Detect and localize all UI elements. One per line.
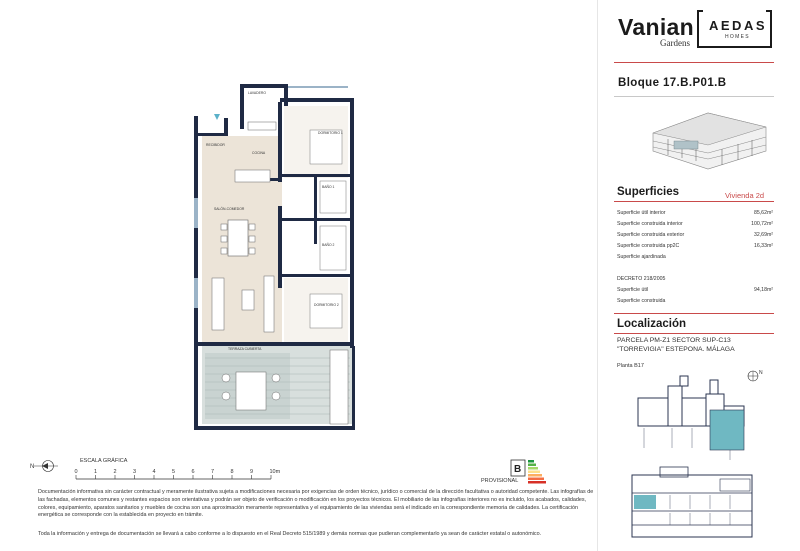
developer-tag: HOMES <box>725 34 750 40</box>
scale-tick-label: 1 <box>94 469 98 475</box>
scale-tick-label: 5 <box>172 469 176 475</box>
room-label-dormitorio1: DORMITORIO 1 <box>318 131 343 135</box>
surface-label: Superficie construida interior <box>617 221 683 227</box>
vivienda-type: Vivienda 2d <box>725 191 765 200</box>
site-plan <box>620 368 780 463</box>
localizacion-title: Localización <box>617 318 687 330</box>
scale-tick-label: 9 <box>250 469 254 475</box>
decree-title: DECRETO 218/2005 <box>617 276 666 282</box>
north-label-site: N <box>759 370 763 376</box>
localizacion-top-rule <box>614 313 774 314</box>
elevation-drawing <box>620 465 780 545</box>
surface-value: 94,18m² <box>753 287 773 293</box>
surface-row <box>617 230 773 241</box>
room-label-cocina: COCINA <box>252 151 266 155</box>
superficies-rule <box>614 201 774 202</box>
surface-label: Superficie ajardinada <box>617 254 666 260</box>
scale-tick-label: 10m <box>269 469 281 475</box>
developer-logo <box>697 10 772 48</box>
scale-tick-label: 3 <box>133 469 137 475</box>
planta-label: Planta B17 <box>617 363 644 369</box>
room-label-terraza: TERRAZA CUBIERTA <box>228 347 262 351</box>
scale-tick-label: 8 <box>230 469 234 475</box>
building-render <box>648 103 768 173</box>
surface-row <box>617 241 773 252</box>
scale-bar <box>74 466 294 482</box>
surface-table <box>617 208 773 263</box>
surface-row <box>617 219 773 230</box>
localizacion-rule <box>614 333 774 334</box>
provisional-label: PROVISIONAL <box>481 478 519 484</box>
room-label-dormitorio2: DORMITORIO 2 <box>314 303 339 307</box>
scale-tick-label: 6 <box>191 469 195 475</box>
surface-value: 85,62m² <box>753 210 773 216</box>
surface-label: Superficie construida <box>617 298 666 304</box>
location-line-2: "TORREVIGIA" ESTEPONA. MÁLAGA <box>617 346 735 353</box>
surface-value: 100,72m² <box>751 221 773 227</box>
location-address <box>617 336 735 354</box>
decree-table <box>617 274 773 307</box>
surface-label: Superficie útil interior <box>617 210 666 216</box>
scale-tick-label: 0 <box>74 469 78 475</box>
block-rule <box>614 96 774 97</box>
surface-label: Superficie construida exterior <box>617 232 685 238</box>
room-label-bano2: BAÑO 2 <box>322 243 335 247</box>
scale-tick-label: 2 <box>113 469 117 475</box>
room-label-salon: SALÓN-COMEDOR <box>214 207 245 211</box>
brand-name: Vanian <box>618 14 694 40</box>
surface-row <box>617 296 773 307</box>
surface-value: 32,69m² <box>753 232 773 238</box>
surface-label: Superficie construida pp2C <box>617 243 680 249</box>
disclaimer-text-2: Toda la información y entrega de documentación se llevará a cabo conforme a lo dispuesto en el Real Decreto 515/1989 y demás normas que pudieran complementarlo ya sean de carácter estatal o autonómico. <box>38 531 542 537</box>
surface-label: Superficie útil <box>617 287 649 293</box>
scale-label: ESCALA GRÁFICA <box>80 458 128 464</box>
surface-row <box>617 285 773 296</box>
brand-subtitle: Gardens <box>660 38 690 48</box>
superficies-title: Superficies <box>617 186 679 198</box>
floor-plan <box>180 78 380 430</box>
column-divider <box>597 0 598 551</box>
developer-name: AEDAS <box>709 18 768 33</box>
room-label-lavadero: LAVADERO <box>248 91 266 95</box>
scale-tick-label: 4 <box>152 469 156 475</box>
header-rule <box>614 62 774 63</box>
room-label-bano1: BAÑO 1 <box>322 185 335 189</box>
surface-value: 16,33m² <box>753 243 773 249</box>
north-arrow <box>30 458 60 474</box>
surface-row <box>617 252 773 263</box>
disclaimer-text: Documentación informativa sin carácter contractual y meramente ilustrativa sujeta a modificaciones necesaria por exigencias de orden técnico, jurídico o comercial de la dirección facultativa o autoridad competente. Las infografías de las fachadas, elementos comunes y restantes espacios son orientativas y podrán ser objeto de verificación o modificación en los proyectos técnicos. El mobiliario de las infografías interiores no es incluido, los acabados, calidades, colores, equipamiento, aparatos sanitarios y muebles de cocina son una aproximación meramente representativa y el equipamiento de las viviendas será el indicado en la correspondiente memoria de calidades. La certificación energética se corresponde con la establecida en proyecto en trámite. <box>38 489 594 519</box>
energy-rating: B <box>514 464 522 475</box>
room-label-recibidor: RECIBIDOR <box>206 143 225 147</box>
scale-tick-label: 7 <box>211 469 215 475</box>
brand-logo <box>618 14 694 48</box>
north-label: N <box>30 464 35 470</box>
location-line-1: PARCELA PM-Z1 SECTOR SUP-C13 <box>617 337 731 344</box>
surface-row <box>617 208 773 219</box>
block-title: Bloque 17.B.P01.B <box>618 77 727 89</box>
